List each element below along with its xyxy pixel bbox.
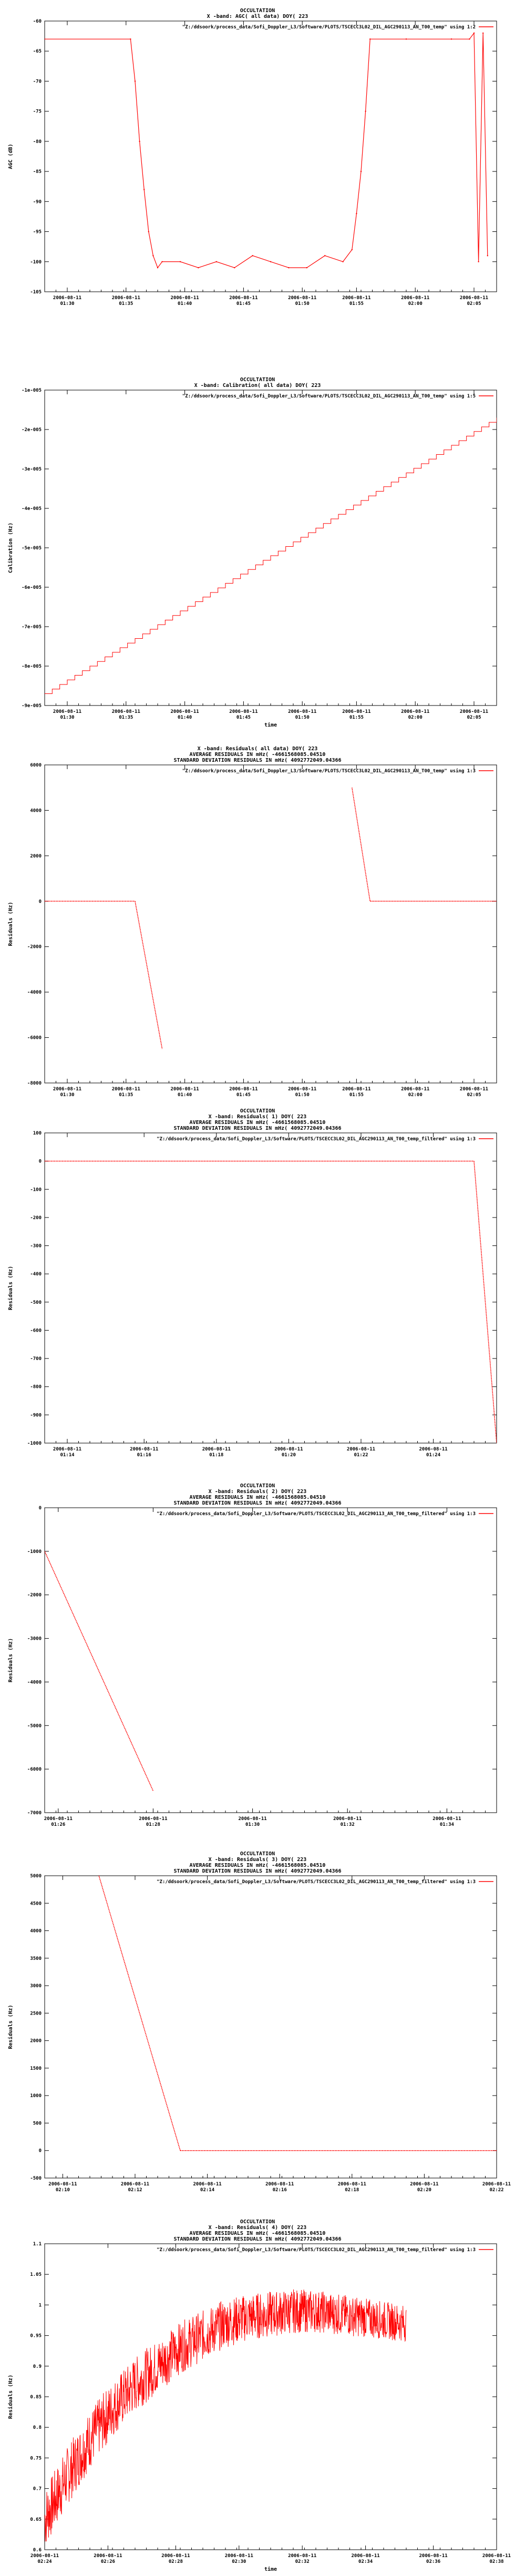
x-tick-date: 2006-08-11: [401, 709, 430, 714]
chart-title-line: OCCULTATION: [240, 1483, 275, 1489]
data-point: [135, 80, 136, 81]
y-tick-label: 2000: [30, 2038, 42, 2044]
series-group: [99, 1876, 497, 2151]
series-line: [45, 418, 497, 694]
x-tick-date: 2006-08-11: [161, 2553, 190, 2559]
x-tick-date: 2006-08-11: [274, 1447, 303, 1452]
x-tick-date: 2006-08-11: [120, 2182, 150, 2187]
x-tick-date: 2006-08-11: [288, 1087, 317, 1092]
data-point: [356, 213, 357, 214]
x-tick-date: 2006-08-11: [139, 1816, 168, 1822]
x-tick-time: 01:32: [340, 1822, 355, 1827]
x-tick-time: 02:14: [200, 2187, 215, 2193]
y-tick-label: 4000: [30, 808, 42, 814]
x-tick-time: 01:20: [281, 1453, 296, 1458]
y-tick-label: 0: [38, 1159, 42, 1164]
y-tick-label: -100: [30, 1187, 42, 1193]
y-tick-label: 6000: [30, 763, 42, 768]
y-tick-label: 0.6: [33, 2548, 42, 2553]
x-tick-time: 01:55: [349, 301, 364, 306]
x-tick-time: 01:16: [137, 1453, 151, 1458]
x-tick-time: 01:35: [119, 715, 133, 720]
x-tick-date: 2006-08-11: [459, 1087, 489, 1092]
y-tick-label: -80: [33, 139, 42, 145]
y-tick-label: 2000: [30, 853, 42, 859]
y-tick-label: 0.75: [30, 2456, 42, 2461]
x-tick-time: 01:30: [60, 715, 75, 720]
y-tick-label: -1000: [27, 1441, 42, 1446]
x-tick-time: 01:45: [236, 715, 251, 720]
x-axis-label: time: [264, 722, 277, 728]
plot-frame: [45, 1508, 497, 1813]
y-tick-label: -105: [30, 290, 42, 295]
y-tick-label: 2500: [30, 2011, 42, 2017]
x-tick-time: 02:00: [408, 1092, 423, 1098]
y-tick-label: 0: [38, 899, 42, 905]
y-tick-label: 3000: [30, 1984, 42, 1989]
y-tick-label: -90: [33, 199, 42, 205]
chart-title-line: X -band: Residuals( 3) DOY( 223: [208, 1857, 307, 1863]
legend-label: "Z:/ddsoork/process_data/Sofi_Doppler_L3/Software/PLOTS/TSCECC3L02_DIL_AGC290113_AN_T00_temp_filtered" using 1:3: [157, 2247, 476, 2253]
plot-frame: [45, 2244, 497, 2550]
x-tick-date: 2006-08-11: [288, 2553, 317, 2559]
data-point: [234, 267, 235, 268]
y-tick-label: 3500: [30, 1956, 42, 1961]
data-point: [152, 255, 153, 256]
y-tick-label: -60: [33, 19, 42, 24]
x-tick-date: 2006-08-11: [401, 1087, 430, 1092]
data-point: [487, 255, 488, 256]
chart-title-line: X -band: Residuals( 4) DOY( 223: [208, 2225, 307, 2231]
y-tick-label: -7000: [27, 1811, 42, 1816]
y-tick-label: 5000: [30, 1874, 42, 1879]
x-tick-date: 2006-08-11: [265, 2182, 294, 2187]
x-tick-date: 2006-08-11: [288, 295, 317, 301]
y-tick-label: -100: [30, 259, 42, 265]
x-tick-date: 2006-08-11: [193, 2182, 222, 2187]
y-axis-label: Residuals (Hz): [8, 2374, 14, 2419]
y-tick-label: -7e-005: [22, 625, 42, 630]
x-tick-time: 01:50: [295, 301, 310, 306]
y-tick-label: 0.7: [33, 2486, 42, 2492]
data-point: [216, 261, 217, 262]
data-point: [288, 267, 289, 268]
x-tick-date: 2006-08-11: [170, 1087, 199, 1092]
x-tick-time: 01:45: [236, 1092, 251, 1098]
x-tick-time: 02:00: [408, 715, 423, 720]
x-tick-time: 02:34: [358, 2559, 373, 2564]
legend-label: "Z:/ddsoork/process_data/Sofi_Doppler_L3/Software/PLOTS/TSCECC3L02_DIL_AGC290113_AN_T00_temp" using 1:3: [182, 769, 476, 774]
series-group: [44, 33, 488, 269]
x-tick-date: 2006-08-11: [482, 2553, 511, 2559]
data-point: [451, 38, 452, 39]
chart-title-line: X -band: AGC( all data) DOY( 223: [207, 14, 308, 19]
plot-frame: [45, 765, 497, 1083]
y-tick-label: -3e-005: [22, 467, 42, 472]
y-tick-label: -95: [33, 229, 42, 235]
x-tick-time: 02:26: [100, 2559, 115, 2564]
x-tick-date: 2006-08-11: [482, 2182, 511, 2187]
x-tick-date: 2006-08-11: [94, 2553, 122, 2559]
x-tick-date: 2006-08-11: [229, 709, 258, 714]
x-tick-date: 2006-08-11: [53, 709, 82, 714]
data-point: [148, 231, 149, 232]
legend-label: "Z:/ddsoork/process_data/Sofi_Doppler_L3/Software/PLOTS/TSCECC3L02_DIL_AGC290113_AN_T00_temp_filtered" using 1:3: [157, 1137, 476, 1142]
y-tick-label: 1500: [30, 2066, 42, 2071]
x-tick-time: 02:32: [295, 2559, 310, 2564]
x-tick-date: 2006-08-11: [202, 1447, 231, 1452]
x-tick-time: 01:14: [60, 1453, 75, 1458]
series-group: [45, 1161, 497, 1443]
x-tick-date: 2006-08-11: [459, 709, 489, 714]
data-point: [180, 261, 181, 262]
y-tick-label: -600: [30, 1328, 42, 1334]
x-tick-time: 01:45: [236, 301, 251, 306]
x-tick-time: 01:55: [349, 715, 364, 720]
y-axis-label: AGC (dB): [8, 144, 14, 169]
x-tick-date: 2006-08-11: [459, 295, 489, 301]
y-tick-label: -1000: [27, 1549, 42, 1555]
y-tick-label: 0: [38, 1506, 42, 1511]
data-point: [352, 249, 353, 250]
series-segment: [352, 788, 370, 901]
data-point: [252, 255, 253, 256]
x-tick-time: 02:16: [272, 2187, 287, 2193]
x-tick-time: 01:30: [60, 1092, 75, 1098]
x-tick-time: 01:35: [119, 301, 133, 306]
y-tick-label: -2000: [27, 1592, 42, 1598]
y-axis-label: Residuals (Hz): [8, 2005, 14, 2049]
y-tick-label: 1: [38, 2303, 42, 2308]
data-point: [130, 38, 131, 39]
chart-title-line: X -band: Residuals( 1) DOY( 223: [208, 1114, 307, 1120]
legend-label: "Z:/ddsoork/process_data/Sofi_Doppler_L3/Software/PLOTS/TSCECC3L02_DIL_AGC290113_AN_T00_temp" using 1:5: [182, 394, 476, 399]
x-tick-date: 2006-08-11: [333, 1816, 362, 1822]
data-point: [469, 38, 470, 39]
x-axis-label: time: [264, 2567, 277, 2572]
x-tick-time: 02:05: [467, 301, 481, 306]
data-point: [342, 261, 343, 262]
series-segment: [135, 901, 162, 1049]
series-segment: [99, 1876, 180, 2151]
x-tick-time: 01:28: [146, 1822, 160, 1827]
chart-title-line: X -band: Residuals( all data) DOY( 223: [197, 746, 318, 752]
data-point: [406, 38, 407, 39]
y-tick-label: -6000: [27, 1035, 42, 1041]
x-tick-date: 2006-08-11: [229, 295, 258, 301]
x-tick-time: 02:20: [417, 2187, 431, 2193]
y-tick-label: -800: [30, 1384, 42, 1390]
y-tick-label: -8000: [27, 1081, 42, 1086]
y-tick-label: -900: [30, 1413, 42, 1418]
x-tick-time: 01:18: [209, 1453, 224, 1458]
chart-title-line: AVERAGE RESIDUALS IN mHz( -4661568085.04510: [189, 2231, 326, 2236]
y-tick-label: 0.65: [30, 2517, 42, 2522]
chart-title-line: AVERAGE RESIDUALS IN mHz( -4661568085.04510: [189, 1495, 326, 1500]
x-tick-date: 2006-08-11: [351, 2553, 380, 2559]
y-tick-label: 0: [38, 2148, 42, 2154]
y-tick-label: -700: [30, 1356, 42, 1362]
y-tick-label: -300: [30, 1243, 42, 1249]
data-point: [270, 261, 271, 262]
data-point: [482, 33, 483, 34]
x-tick-date: 2006-08-11: [111, 295, 140, 301]
chart-title-line: STANDARD DEVIATION RESIDUALS IN mHz( 4092772049.04366: [173, 1126, 342, 1131]
x-tick-time: 02:36: [426, 2559, 441, 2564]
series-group: [45, 788, 497, 1049]
chart-title-line: STANDARD DEVIATION RESIDUALS IN mHz( 4092772049.04366: [173, 758, 342, 763]
data-point: [198, 267, 199, 268]
x-tick-date: 2006-08-11: [30, 2553, 59, 2559]
chart-5: [0, 1472, 515, 1840]
y-tick-label: 0.85: [30, 2395, 42, 2400]
y-axis-label: Residuals (Hz): [8, 1638, 14, 1683]
x-tick-date: 2006-08-11: [224, 2553, 253, 2559]
y-tick-label: -2000: [27, 944, 42, 950]
data-point: [139, 141, 140, 142]
x-tick-time: 01:40: [178, 301, 192, 306]
x-tick-time: 01:55: [349, 1092, 364, 1098]
y-tick-label: 0.95: [30, 2333, 42, 2339]
x-tick-date: 2006-08-11: [44, 1816, 73, 1822]
x-tick-time: 02:05: [467, 715, 481, 720]
x-tick-time: 02:12: [128, 2187, 142, 2193]
y-tick-label: -400: [30, 1272, 42, 1277]
x-tick-date: 2006-08-11: [229, 1087, 258, 1092]
y-tick-label: 0.8: [33, 2425, 42, 2431]
y-tick-label: 1.05: [30, 2272, 42, 2278]
y-tick-label: -4000: [27, 990, 42, 996]
x-tick-date: 2006-08-11: [288, 709, 317, 714]
series-group: [45, 2289, 406, 2541]
series-line: [45, 2289, 406, 2541]
plot-frame: [45, 1133, 497, 1443]
y-tick-label: -2e-005: [22, 427, 42, 433]
x-tick-time: 01:30: [60, 301, 75, 306]
y-tick-label: -4e-005: [22, 506, 42, 512]
chart-title-line: OCCULTATION: [240, 1108, 275, 1114]
series-group: [45, 1551, 153, 1791]
data-point: [143, 189, 145, 190]
x-tick-time: 02:38: [489, 2559, 504, 2564]
y-tick-label: 4000: [30, 1928, 42, 1934]
x-tick-date: 2006-08-11: [111, 1087, 140, 1092]
x-tick-time: 02:22: [489, 2187, 504, 2193]
x-tick-time: 02:30: [232, 2559, 246, 2564]
x-tick-time: 01:40: [178, 1092, 192, 1098]
x-tick-date: 2006-08-11: [342, 709, 371, 714]
y-tick-label: 0.9: [33, 2364, 42, 2369]
data-point: [161, 261, 162, 262]
x-tick-time: 01:30: [245, 1822, 260, 1827]
series-line: [45, 33, 488, 268]
chart-3: [0, 736, 515, 1104]
y-tick-label: -200: [30, 1215, 42, 1221]
chart-4: [0, 1104, 515, 1472]
x-tick-time: 02:05: [467, 1092, 481, 1098]
y-tick-label: 500: [33, 2121, 42, 2127]
data-point: [478, 261, 479, 262]
chart-title-line: OCCULTATION: [240, 377, 275, 383]
chart-title-line: X -band: Calibration( all data) DOY( 223: [194, 383, 321, 389]
x-tick-time: 01:26: [51, 1822, 66, 1827]
data-point: [365, 110, 366, 111]
chart-2: [0, 368, 515, 736]
x-tick-time: 02:10: [55, 2187, 70, 2193]
x-tick-date: 2006-08-11: [432, 1816, 461, 1822]
y-tick-label: -85: [33, 169, 42, 175]
x-tick-date: 2006-08-11: [111, 709, 140, 714]
y-tick-label: -1e-005: [22, 388, 42, 393]
y-tick-label: -500: [30, 2176, 42, 2181]
chart-7: [0, 2208, 515, 2576]
x-tick-date: 2006-08-11: [342, 295, 371, 301]
x-tick-time: 02:28: [168, 2559, 183, 2564]
chart-title-line: OCCULTATION: [240, 2219, 275, 2225]
chart-title-line: OCCULTATION: [240, 1851, 275, 1857]
y-tick-label: -9e-005: [22, 703, 42, 709]
y-tick-label: -5000: [27, 1723, 42, 1729]
y-tick-label: -65: [33, 49, 42, 55]
x-tick-date: 2006-08-11: [170, 709, 199, 714]
x-tick-time: 01:34: [439, 1822, 454, 1827]
x-tick-date: 2006-08-11: [130, 1447, 159, 1452]
x-tick-time: 01:40: [178, 715, 192, 720]
x-tick-date: 2006-08-11: [342, 1087, 371, 1092]
x-tick-date: 2006-08-11: [238, 1816, 267, 1822]
data-point: [306, 267, 307, 268]
data-point: [44, 38, 45, 39]
x-tick-time: 01:50: [295, 1092, 310, 1098]
y-tick-label: -8e-005: [22, 664, 42, 669]
y-axis-label: Residuals (Hz): [8, 902, 14, 946]
x-tick-time: 01:35: [119, 1092, 133, 1098]
y-axis-label: Calibration (Hz): [8, 522, 14, 574]
x-tick-date: 2006-08-11: [419, 2553, 448, 2559]
y-tick-label: -500: [30, 1300, 42, 1305]
data-point: [369, 38, 370, 39]
x-tick-time: 01:50: [295, 715, 310, 720]
x-tick-date: 2006-08-11: [401, 295, 430, 301]
x-tick-date: 2006-08-11: [337, 2182, 366, 2187]
y-tick-label: 100: [33, 1131, 42, 1136]
chart-title-line: AVERAGE RESIDUALS IN mHz( -4661568085.04510: [189, 1863, 326, 1868]
series-group: [45, 418, 497, 694]
data-point: [360, 171, 362, 172]
x-tick-time: 02:18: [345, 2187, 359, 2193]
chart-title-line: AVERAGE RESIDUALS IN mHz( -4661568085.04510: [189, 1120, 326, 1126]
y-tick-label: 1.1: [33, 2242, 42, 2247]
x-tick-time: 02:24: [37, 2559, 52, 2564]
legend-label: "Z:/ddsoork/process_data/Sofi_Doppler_L3/Software/PLOTS/TSCECC3L02_DIL_AGC290113_AN_T00_temp_filtered" using 1:3: [157, 1511, 476, 1517]
y-tick-label: -6000: [27, 1767, 42, 1773]
plot-frame: [45, 390, 497, 706]
x-tick-date: 2006-08-11: [53, 295, 82, 301]
x-tick-date: 2006-08-11: [346, 1447, 376, 1452]
series-segment: [45, 1551, 153, 1791]
y-tick-label: -3000: [27, 1636, 42, 1642]
y-tick-label: -5e-005: [22, 546, 42, 551]
x-tick-date: 2006-08-11: [53, 1087, 82, 1092]
chart-title-line: X -band: Residuals( 2) DOY( 223: [208, 1489, 307, 1495]
data-point: [324, 255, 325, 256]
y-tick-label: -75: [33, 109, 42, 115]
x-tick-date: 2006-08-11: [410, 2182, 439, 2187]
x-tick-date: 2006-08-11: [419, 1447, 448, 1452]
x-tick-date: 2006-08-11: [170, 295, 199, 301]
x-tick-time: 01:22: [354, 1453, 368, 1458]
plot-frame: [45, 21, 497, 292]
chart-1: [0, 0, 515, 368]
y-tick-label: -6e-005: [22, 585, 42, 590]
x-tick-time: 01:24: [426, 1453, 441, 1458]
y-tick-label: 4500: [30, 1901, 42, 1907]
x-tick-date: 2006-08-11: [53, 1447, 82, 1452]
chart-title-line: OCCULTATION: [240, 8, 275, 14]
data-point: [473, 33, 475, 34]
x-tick-date: 2006-08-11: [48, 2182, 77, 2187]
data-point: [157, 267, 158, 268]
chart-title-line: STANDARD DEVIATION RESIDUALS IN mHz( 4092772049.04366: [173, 2236, 342, 2242]
x-tick-time: 02:00: [408, 301, 423, 306]
chart-title-line: AVERAGE RESIDUALS IN mHz( -4661568085.04510: [189, 752, 326, 758]
y-tick-label: 1000: [30, 2093, 42, 2099]
chart-title-line: STANDARD DEVIATION RESIDUALS IN mHz( 4092772049.04366: [173, 1868, 342, 1874]
legend-label: "Z:/ddsoork/process_data/Sofi_Doppler_L3/Software/PLOTS/TSCECC3L02_DIL_AGC290113_AN_T00_temp_filtered" using 1:3: [157, 1879, 476, 1885]
y-tick-label: -4000: [27, 1680, 42, 1685]
chart-6: [0, 1840, 515, 2208]
chart-title-line: STANDARD DEVIATION RESIDUALS IN mHz( 4092772049.04366: [173, 1500, 342, 1506]
y-axis-label: Residuals (Hz): [8, 1265, 14, 1311]
legend-label: "Z:/ddsoork/process_data/Sofi_Doppler_L3/Software/PLOTS/TSCECC3L02_DIL_AGC290113_AN_T00_temp" using 1:2: [182, 25, 476, 30]
y-tick-label: -70: [33, 79, 42, 85]
